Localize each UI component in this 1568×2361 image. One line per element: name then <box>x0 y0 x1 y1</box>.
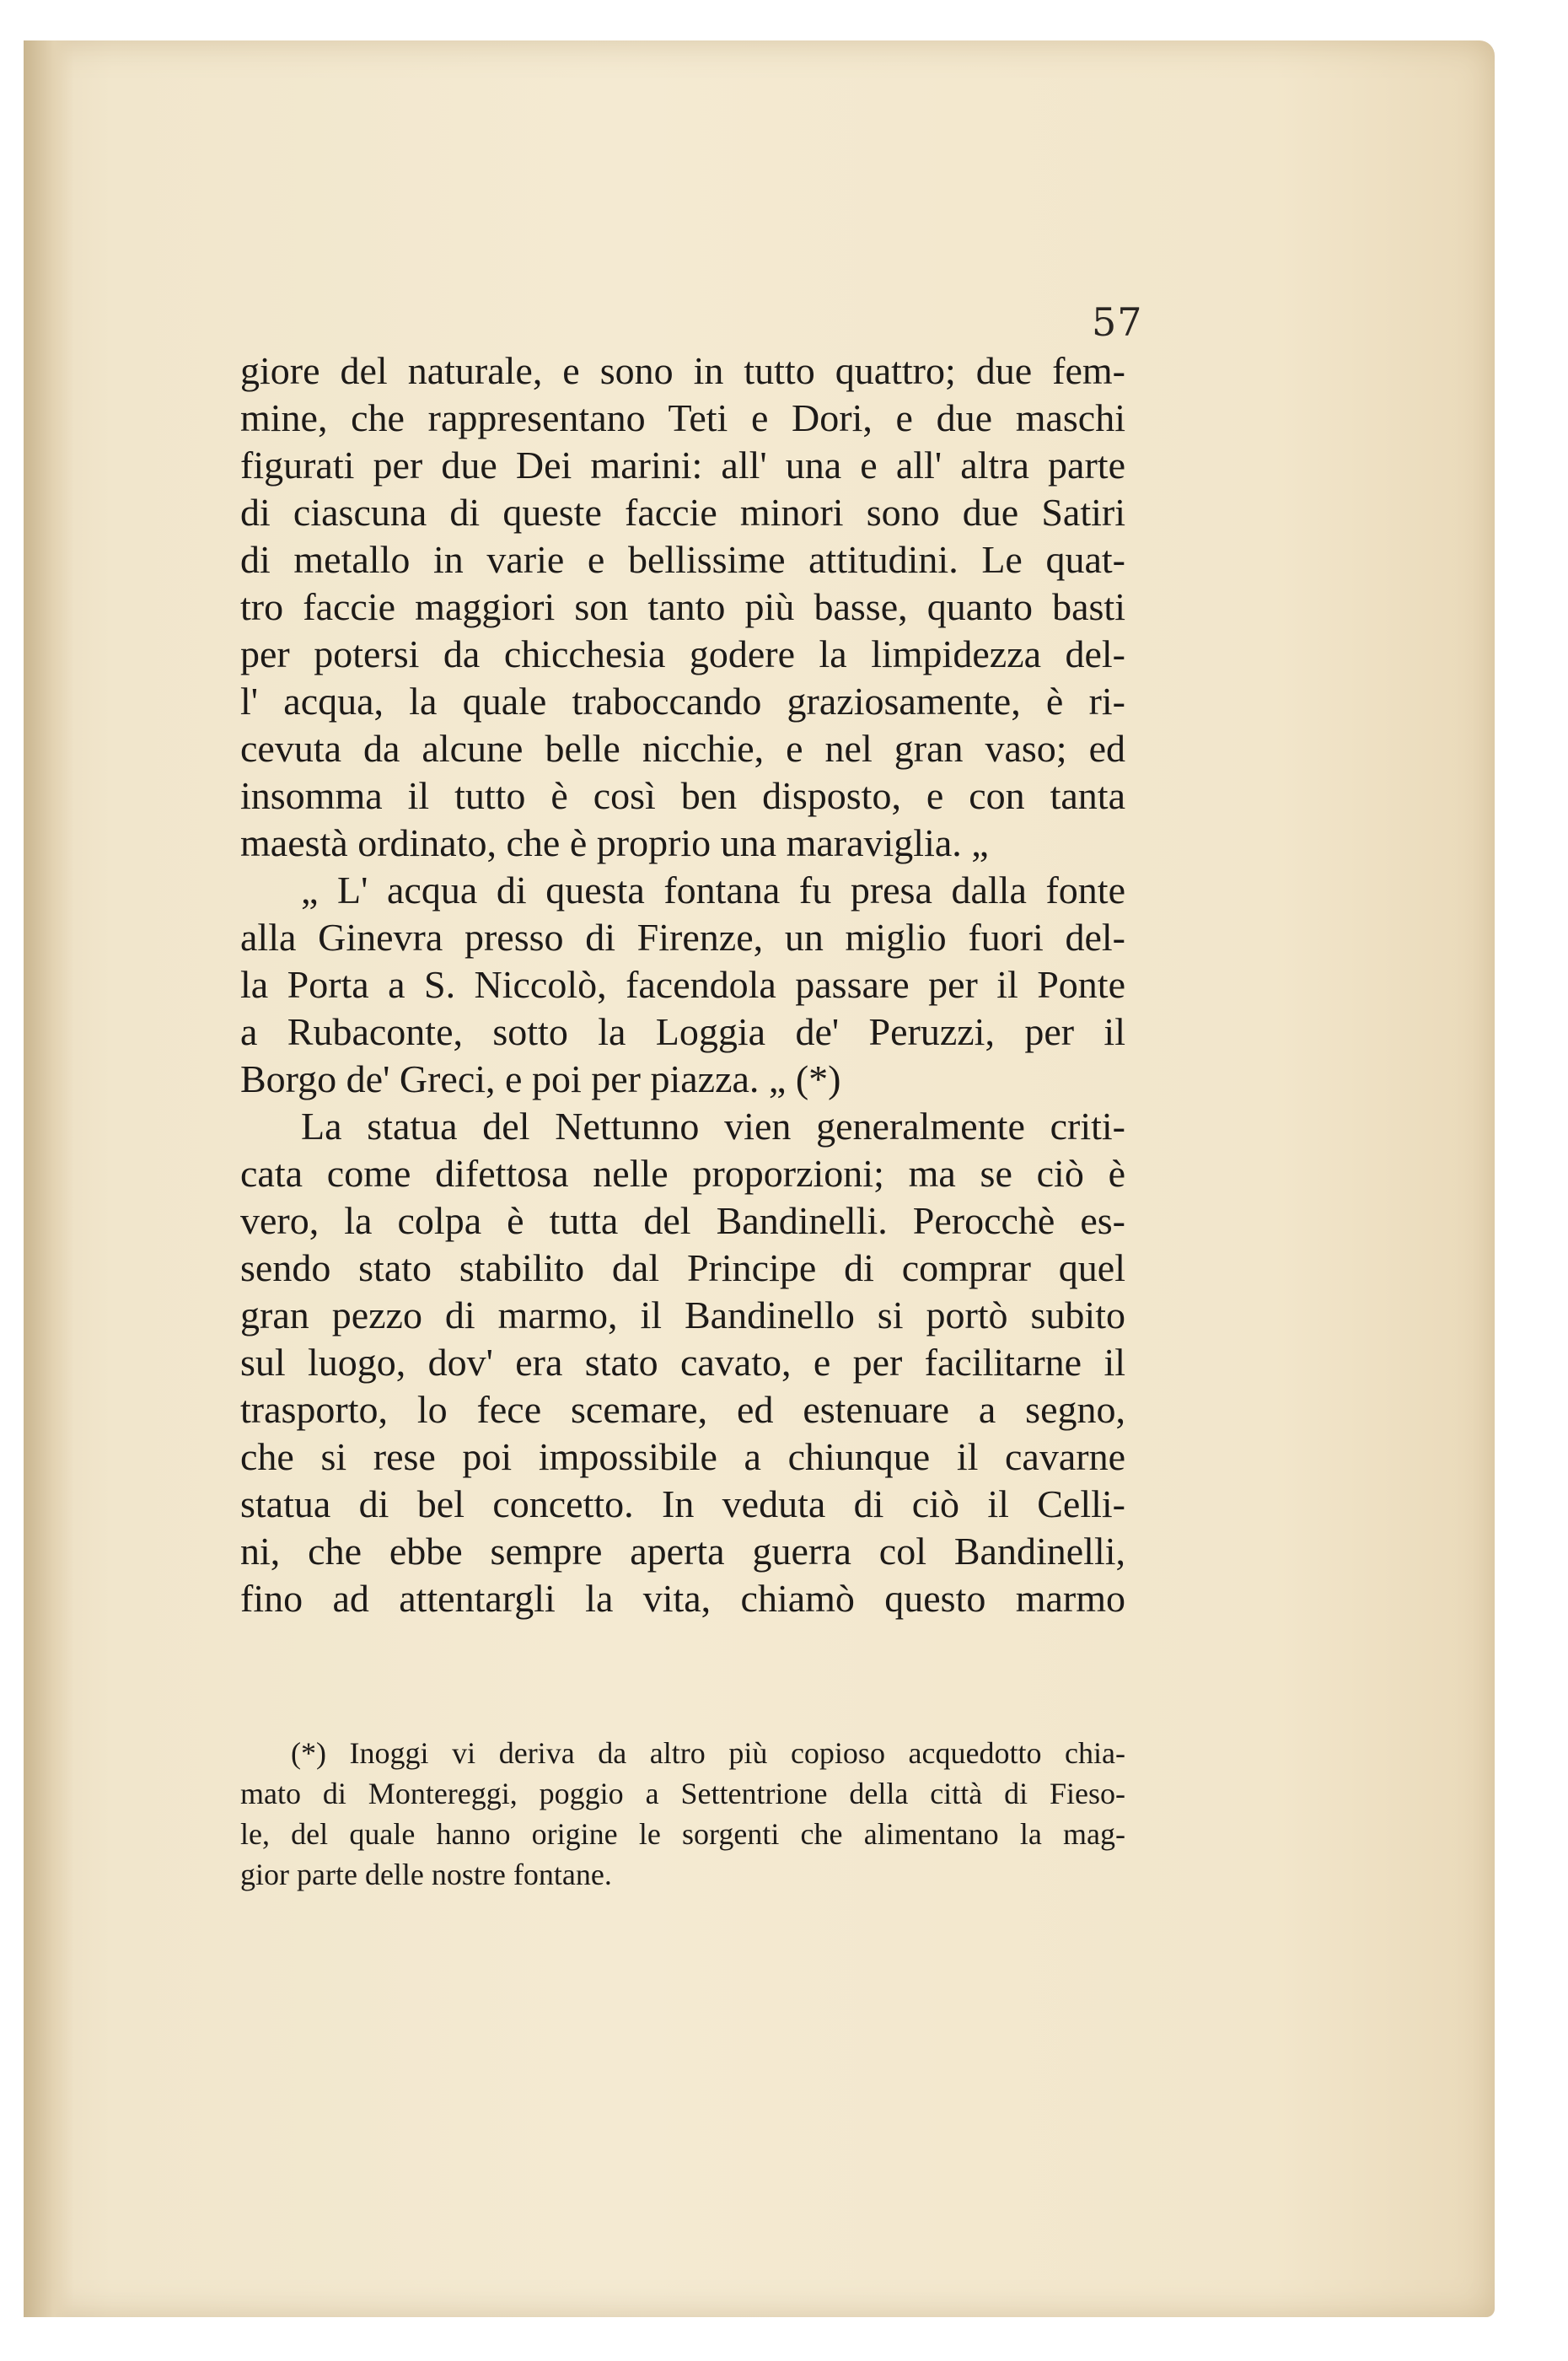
text-line: fino ad attentargli la vita, chiamò questo marmo <box>240 1577 1125 1620</box>
text-line: di metallo in varie e bellissime attitudini. Le quat- <box>240 538 1125 581</box>
text-line: vero, la colpa è tutta del Bandinelli. Perocchè es- <box>240 1199 1125 1242</box>
text-line: a Rubaconte, sotto la Loggia de' Peruzzi, per il <box>240 1010 1125 1053</box>
footnote-line: gior parte delle nostre fontane. <box>240 1858 612 1891</box>
binding-edge <box>24 40 74 2317</box>
text-line: statua di bel concetto. In veduta di ciò il Celli- <box>240 1482 1125 1525</box>
page-number: 57 <box>1092 299 1143 345</box>
text-line: tro faccie maggiori son tanto più basse, quanto basti <box>240 585 1125 628</box>
footnote <box>240 1733 1125 1895</box>
footnote-line: le, del quale hanno origine le sorgenti che alimentano la mag- <box>240 1817 1125 1851</box>
text-line: sendo stato stabilito dal Principe di comprar quel <box>240 1246 1125 1289</box>
text-line: che si rese poi impossibile a chiunque il cavarne <box>240 1435 1125 1478</box>
text-line: per potersi da chicchesia godere la limpidezza del- <box>240 632 1125 675</box>
text-line: insomma il tutto è così ben disposto, e con tanta <box>240 774 1125 817</box>
text-line: trasporto, lo fece scemare, ed estenuare a segno, <box>240 1388 1125 1431</box>
text-line: „ L' acqua di questa fontana fu presa dalla fonte <box>301 869 1125 912</box>
text-line: mine, che rappresentano Teti e Dori, e due maschi <box>240 396 1125 439</box>
footnote-line: mato di Montereggi, poggio a Settentrione della città di Fieso- <box>240 1777 1125 1810</box>
text-line: ni, che ebbe sempre aperta guerra col Bandinelli, <box>240 1530 1125 1573</box>
body-text <box>240 347 1125 1622</box>
text-line: Borgo de' Greci, e poi per piazza. „ (*) <box>240 1057 841 1100</box>
text-line: l' acqua, la quale traboccando graziosamente, è ri- <box>240 680 1125 723</box>
text-line: la Porta a S. Niccolò, facendola passare per il Ponte <box>240 963 1125 1006</box>
text-line: sul luogo, dov' era stato cavato, e per facilitarne il <box>240 1341 1125 1384</box>
footnote-line: (*) Inoggi vi deriva da altro più copioso acquedotto chia- <box>291 1736 1125 1770</box>
text-line: cata come difettosa nelle proporzioni; ma se ciò è <box>240 1152 1125 1195</box>
text-line: cevuta da alcune belle nicchie, e nel gran vaso; ed <box>240 727 1125 770</box>
text-line: figurati per due Dei marini: all' una e all' altra parte <box>240 444 1125 487</box>
text-line: maestà ordinato, che è proprio una maraviglia. „ <box>240 821 989 864</box>
text-line: giore del naturale, e sono in tutto quattro; due fem- <box>240 349 1125 392</box>
text-line: alla Ginevra presso di Firenze, un miglio fuori del- <box>240 916 1125 959</box>
text-line: La statua del Nettunno vien generalmente criti- <box>301 1105 1125 1148</box>
text-line: di ciascuna di queste faccie minori sono due Satiri <box>240 491 1125 534</box>
text-line: gran pezzo di marmo, il Bandinello si portò subito <box>240 1293 1125 1336</box>
